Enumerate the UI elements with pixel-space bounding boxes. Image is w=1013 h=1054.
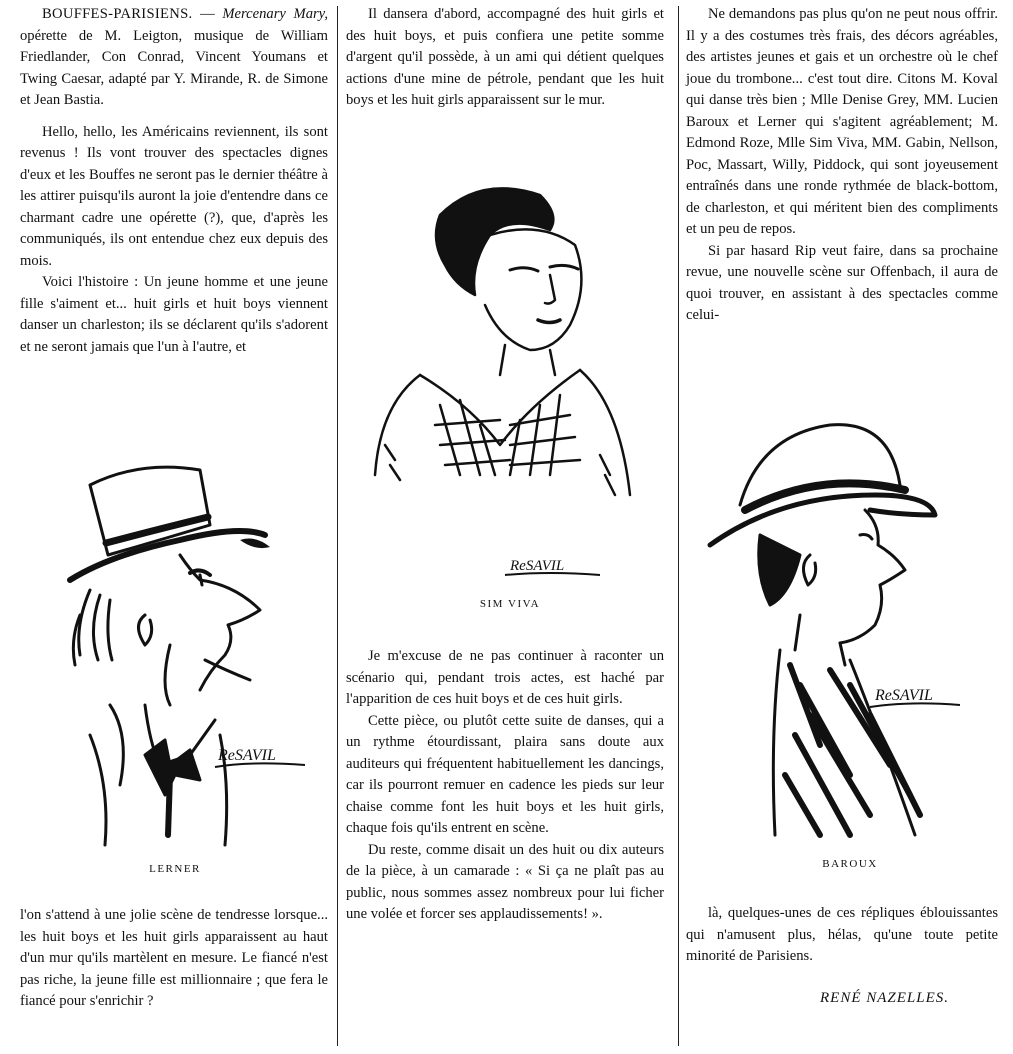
paragraph: Cette pièce, ou plutôt cette suite de danses, qui a un rythme étourdissant, plaira sans doute aux auditeurs qui fréquentent habituellement les dancings, car ils pourront remuer en cadence les pieds sur leur chaise comme font les huit boys et les huit girls, chaque fois qu'ils entrent en scène. xyxy=(346,712,664,836)
sim-viva-drawing xyxy=(360,175,660,585)
column-rule-left xyxy=(337,6,338,1046)
caption-baroux: BAROUX xyxy=(822,858,878,870)
lerner-caricature xyxy=(50,455,320,850)
column-2-bottom xyxy=(346,646,664,926)
author-signature: RENÉ NAZELLES. xyxy=(820,990,950,1006)
baroux-caricature xyxy=(700,415,1000,845)
column-2-top xyxy=(346,4,664,112)
theatre-name: BOUFFES-PARISIENS. xyxy=(42,6,193,22)
sim-viva-caricature xyxy=(360,175,660,585)
show-title: Mercenary Mary, xyxy=(222,6,328,22)
paragraph: Voici l'histoire : Un jeune homme et une jeune fille s'aiment et... huit girls et huit boys viennent danser un charleston; ils se déclarent qu'ils s'adorent et ne seront jamais que l'un à l'autre, et xyxy=(20,274,328,355)
show-credits: opérette de M. Leigton, musique de William Friedlander, Con Conrad, Vincent Youmans et Twing Caesar, adapté par Y. Mirande, R. de Simone et Jean Bastia. xyxy=(20,27,328,108)
heading-dash: — xyxy=(192,6,223,22)
column-rule-right xyxy=(678,6,679,1046)
column-1-top xyxy=(20,4,328,358)
artist-signature: ReSAVIL xyxy=(510,558,565,574)
column-1-bottom xyxy=(20,905,328,1013)
caption-sim-viva: SIM VIVA xyxy=(479,598,541,610)
paragraph: Il dansera d'abord, accompagné des huit girls et des huit boys, et puis confiera une petite somme d'argent qu'il possède, à un ami qui détient quelques actions d'une mine de pétrole, pendant que les huit boys et les huit girls apparaissent sur le mur. xyxy=(346,6,664,108)
paragraph: Ne demandons pas plus qu'on ne peut nous offrir. Il y a des costumes très frais, des décors agréables, des artistes jeunes et gais et un orchestre où le chef joue du trombone... c'est tout dire. Citons M. Koval qui danse très bien ; Mlle Denise Grey, MM. Lucien Baroux et Lerner qui s'agitent agréablement; M. Edmond Roze, Mlle Sim Viva, MM. Gabin, Nellson, Poc, Massart, Willy, Piddock, qui sont joyeusement entraînés dans une ronde rythmée de black-bottom, de charleston, et qui méritent bien des compliments et un peu de repos. xyxy=(686,6,998,237)
paragraph: Si par hasard Rip veut faire, dans sa prochaine revue, une nouvelle scène sur Offenbach, il aura de quoi trouver, en assistant à des spectacles comme celui- xyxy=(686,242,998,323)
baroux-drawing xyxy=(700,415,1000,845)
artist-signature: ReSAVIL xyxy=(218,747,276,764)
artist-signature: ReSAVIL xyxy=(875,687,933,704)
paragraph: Du reste, comme disait un des huit ou dix auteurs de la pièce, à un camarade : « Si ça ne plaît pas au public, nous sommes assez nombreux pour lui ficher une volée et forcer ses applaudissements! ». xyxy=(346,841,664,922)
paragraph: Hello, hello, les Américains reviennent, ils sont revenus ! Ils vont trouver des spectacles dignes d'eux et les Bouffes ne seront pas le dernier théâtre à les attirer puisqu'ils auront la joie d'entendre dans ce charmant cadre une opérette (?), que, d'après les communiqués, ils ont entendue chez eux depuis des mois. xyxy=(20,123,328,269)
column-3-bottom xyxy=(686,903,998,968)
caption-lerner: LERNER xyxy=(149,863,201,875)
lerner-drawing xyxy=(50,455,320,850)
paragraph: Je m'excuse de ne pas continuer à raconter un scénario qui, pendant trois actes, est haché par l'apparition de ces huit boys et de ces huit girls. xyxy=(346,648,664,707)
paragraph: là, quelques-unes de ces répliques éblouissantes qui n'amusent plus, hélas, qu'une toute petite minorité de Parisiens. xyxy=(686,905,998,964)
review-heading xyxy=(20,4,328,112)
column-3-top xyxy=(686,4,998,327)
paragraph: l'on s'attend à une jolie scène de tendresse lorsque... les huit boys et les huit girls apparaissent au haut d'un mur qu'ils martèlent en mesure. Le fiancé n'est pas riche, la jeune fille est millionnaire ; que fera le fiancé pour s'enrichir ? xyxy=(20,907,328,1009)
